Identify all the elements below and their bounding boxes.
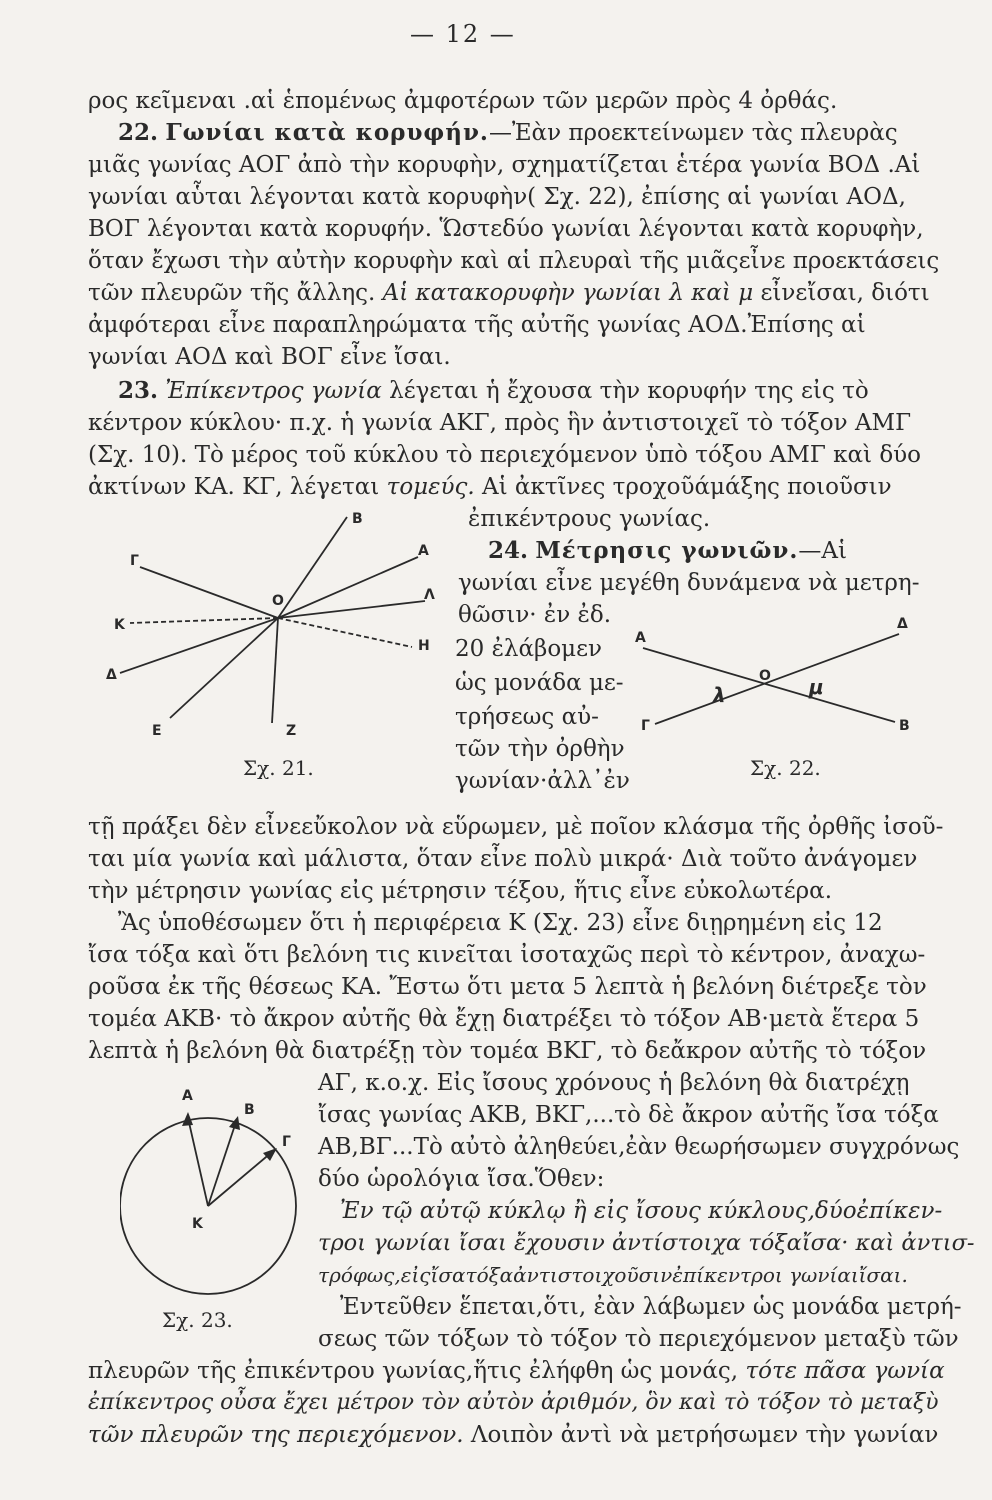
text-line: 20 ἐλάβομεν: [455, 636, 603, 662]
fig22-line-AB: [643, 648, 895, 722]
fig23-arrow-G: [263, 1148, 277, 1161]
text-line: ὡς μονάδα με-: [455, 670, 624, 696]
text-line: τομέα ΑΚΒ· τὸ ἄκρον αὐτῆς θὰ ἔχῃ διατρέξει τὸ τόξον ΑΒ·μετὰ ἕτερα 5: [88, 1006, 920, 1032]
fig21-line-OE: [170, 618, 278, 718]
fig21-label-H: H: [418, 638, 430, 654]
fig21-label-Z: Z: [286, 723, 297, 739]
fig23-caption: Σχ. 23.: [162, 1308, 233, 1332]
text-line: Ἐντεῦθεν ἕπεται,ὅτι, ἐὰν λάβωμεν ὡς μονάδα μετρή-: [340, 1294, 962, 1320]
fig21-label-G: Γ: [130, 553, 139, 569]
fig21-line-OH: [278, 618, 412, 647]
text-line: γωνίαν·ἀλλ᾽ἐν: [455, 768, 630, 794]
fig23-label-K: K: [192, 1216, 203, 1232]
text-line: γωνίαι αὗται λέγονται κατὰ κορυφὴν( Σχ. 22), ἐπίσης αἱ γωνίαι ΑΟΔ,: [88, 184, 906, 210]
fig21-label-B: B: [352, 511, 363, 527]
section-23-heading: 23. Ἐπίκεντρος γωνία λέγεται ἡ ἔχουσα τὴν κορυφήν της εἰς τὸ: [118, 377, 869, 404]
text-line: τῶν πλευρῶν τῆς ἄλλης. Αἱ κατακορυφὴν γωνίαι λ καὶ μ εἶνεἴσαι, διότι: [88, 280, 930, 306]
fig21-label-A: A: [418, 543, 429, 559]
text-line: κέντρον κύκλου· π.χ. ἡ γωνία ΑΚΓ, πρὸς ἣν ἀντιστοιχεῖ τὸ τόξον ΑΜΓ: [88, 410, 912, 436]
fig22-line-GD: [655, 634, 899, 724]
text-line: τρόφως,εἰςἴσατόξαἀντιστοιχοῦσινἐπίκεντροι γωνίαιἴσαι.: [318, 1263, 908, 1287]
fig22-caption: Σχ. 22.: [750, 756, 821, 780]
text-line: Ἐν τῷ αὐτῷ κύκλῳ ἢ εἰς ἴσους κύκλους,δύοἐπίκεν-: [340, 1198, 943, 1224]
text-line: δύο ὡρολόγια ἴσα.Ὅθεν:: [318, 1166, 605, 1192]
text-line: τροι γωνίαι ἴσαι ἔχουσιν ἀντίστοιχα τόξαἴσα· καὶ ἀντισ-: [318, 1230, 975, 1256]
text-line: ΒΟΓ λέγονται κατὰ κορυφήν. Ὥστεδύο γωνίαι λέγονται κατὰ κορυφὴν,: [88, 216, 924, 242]
text-line: γωνίαι εἶνε μεγέθη δυνάμενα νὰ μετρη-: [458, 570, 920, 596]
text-line: ἴσα τόξα καὶ ὅτι βελόνη τις κινεῖται ἰσοταχῶς περὶ τὸ κέντρον, ἀναχω-: [88, 942, 926, 968]
fig22-label-m: μ: [809, 675, 824, 699]
text-line: λεπτὰ ἡ βελόνη θὰ διατρέξῃ τὸν τομέα ΒΚΓ, τὸ δεἄκρον αὐτῆς τὸ τόξον: [88, 1038, 927, 1064]
text-line: Ἂς ὑποθέσωμεν ὅτι ἡ περιφέρεια Κ (Σχ. 23) εἶνε διῃρημένη εἰς 12: [118, 910, 883, 936]
text-line: ΑΓ, κ.ο.χ. Εἰς ἴσους χρόνους ἡ βελόνη θὰ διατρέχῃ: [318, 1070, 910, 1096]
fig21-label-E: E: [152, 723, 162, 739]
text-line: γωνίαι ΑΟΔ καὶ ΒΟΓ εἶνε ἴσαι.: [88, 344, 451, 370]
text-line: ρος κεῖμεναι .αἱ ἑπομένως ἀμφοτέρων τῶν μερῶν πρὸς 4 ὀρθάς.: [88, 88, 838, 114]
text-line: τῇ πράξει δὲν εἶνεεὔκολον νὰ εὕρωμεν, μὲ ποῖον κλάσμα τῆς ὀρθῆς ἰσοῦ-: [88, 814, 944, 840]
text-line: ὅταν ἔχωσι τὴν αὐτὴν κορυφὴν καὶ αἱ πλευραὶ τῆς μιᾶςεἶνε προεκτάσεις: [88, 248, 940, 274]
text-line: τὴν μέτρησιν γωνίας εἰς μέτρησιν τέξου, ἥτις εἶνε εὐκολωτέρα.: [88, 878, 833, 904]
text-line: ἐπικέντρους γωνίας.: [468, 506, 711, 532]
text-line: σεως τῶν τόξων τὸ τόξον τὸ περιεχόμενον μεταξὺ τῶν: [318, 1326, 959, 1352]
figure-21: [100, 505, 450, 780]
fig22-label-O: O: [759, 668, 771, 684]
fig23-label-G: Γ: [282, 1134, 291, 1150]
fig21-label-O: O: [272, 593, 284, 609]
section-22-heading: 22. Γωνίαι κατὰ κορυφήν.—Ἐὰν προεκτείνωμεν τὰς πλευρὰς: [118, 119, 898, 146]
fig21-label-K: K: [114, 617, 125, 633]
fig21-label-D: Δ: [106, 667, 117, 683]
fig22-label-A: A: [635, 630, 646, 646]
fig22-label-B: B: [899, 718, 910, 734]
fig23-arrow-B: [229, 1116, 240, 1130]
fig22-label-l: λ: [713, 683, 726, 707]
figure-23: [120, 1076, 320, 1306]
fig22-label-D: Δ: [897, 616, 908, 632]
fig21-line-OL: [278, 601, 425, 618]
fig21-line-OK: [130, 618, 278, 623]
fig23-label-B: B: [244, 1102, 255, 1118]
text-line: τῶν πλευρῶν της περιεχόμενον. Λοιπὸν ἀντὶ νὰ μετρήσωμεν τὴν γωνίαν: [88, 1422, 939, 1448]
text-line: ται μία γωνία καὶ μάλιστα, ὅταν εἶνε πολὺ μικρά· Διὰ τοῦτο ἀνάγομεν: [88, 846, 918, 872]
text-line: ΑΒ,ΒΓ...Τὸ αὐτὸ ἀληθεύει,ἐὰν θεωρήσωμεν συγχρόνως: [318, 1134, 960, 1160]
fig21-label-L: Λ: [424, 587, 435, 603]
text-line: ἀκτίνων ΚΑ. ΚΓ, λέγεται τομεύς. Αἱ ἀκτῖνες τροχοῦάμάξης ποιοῦσιν: [88, 474, 892, 500]
text-line: (Σχ. 10). Τὸ μέρος τοῦ κύκλου τὸ περιεχόμενον ὑπὸ τόξου ΑΜΓ καὶ δύο: [88, 442, 922, 468]
text-line: ἐπίκεντρος οὖσα ἔχει μέτρον τὸν αὐτὸν ἀριθμόν, ὃν καὶ τὸ τόξον τὸ μεταξὺ: [88, 1390, 939, 1415]
text-line: πλευρῶν τῆς ἐπικέντρου γωνίας,ἥτις ἐλήφθη ὡς μονάς, τότε πᾶσα γωνία: [88, 1358, 945, 1384]
fig21-line-OZ: [272, 618, 278, 723]
text-line: ἀμφότεραι εἶνε παραπληρώματα τῆς αὐτῆς γωνίας ΑΟΔ.Ἐπίσης αἱ: [88, 312, 866, 338]
fig21-caption: Σχ. 21.: [243, 756, 314, 780]
section-24-heading: 24. Μέτρησις γωνιῶν.—Αἱ: [488, 537, 848, 564]
text-line: μιᾶς γωνίας ΑΟΓ ἀπὸ τὴν κορυφὴν, σχηματίζεται ἑτέρα γωνία ΒΟΔ .Αἱ: [88, 152, 921, 178]
fig23-radius-KA: [188, 1118, 208, 1206]
text-line: ροῦσα ἐκ τῆς θέσεως ΚΑ. Ἔστω ὅτι μετα 5 λεπτὰ ἡ βελόνη διέτρεξε τὸν: [88, 974, 927, 1000]
text-line: θῶσιν· ἐν ἐδ.: [458, 602, 612, 628]
page-number: — 12 —: [410, 20, 516, 48]
text-line: τρήσεως αὐ-: [455, 704, 599, 730]
text-line: ἴσας γωνίας ΑΚΒ, ΒΚΓ,...τὸ δὲ ἄκρον αὐτῆς ἴσα τόξα: [318, 1102, 939, 1128]
fig21-line-OG: [140, 567, 278, 618]
fig22-label-G: Γ: [641, 718, 650, 734]
fig21-line-OD: [120, 618, 278, 673]
figure-22: [625, 612, 915, 752]
fig23-label-A: A: [182, 1088, 193, 1104]
text-line: τῶν τὴν ὀρθὴν: [455, 736, 625, 762]
